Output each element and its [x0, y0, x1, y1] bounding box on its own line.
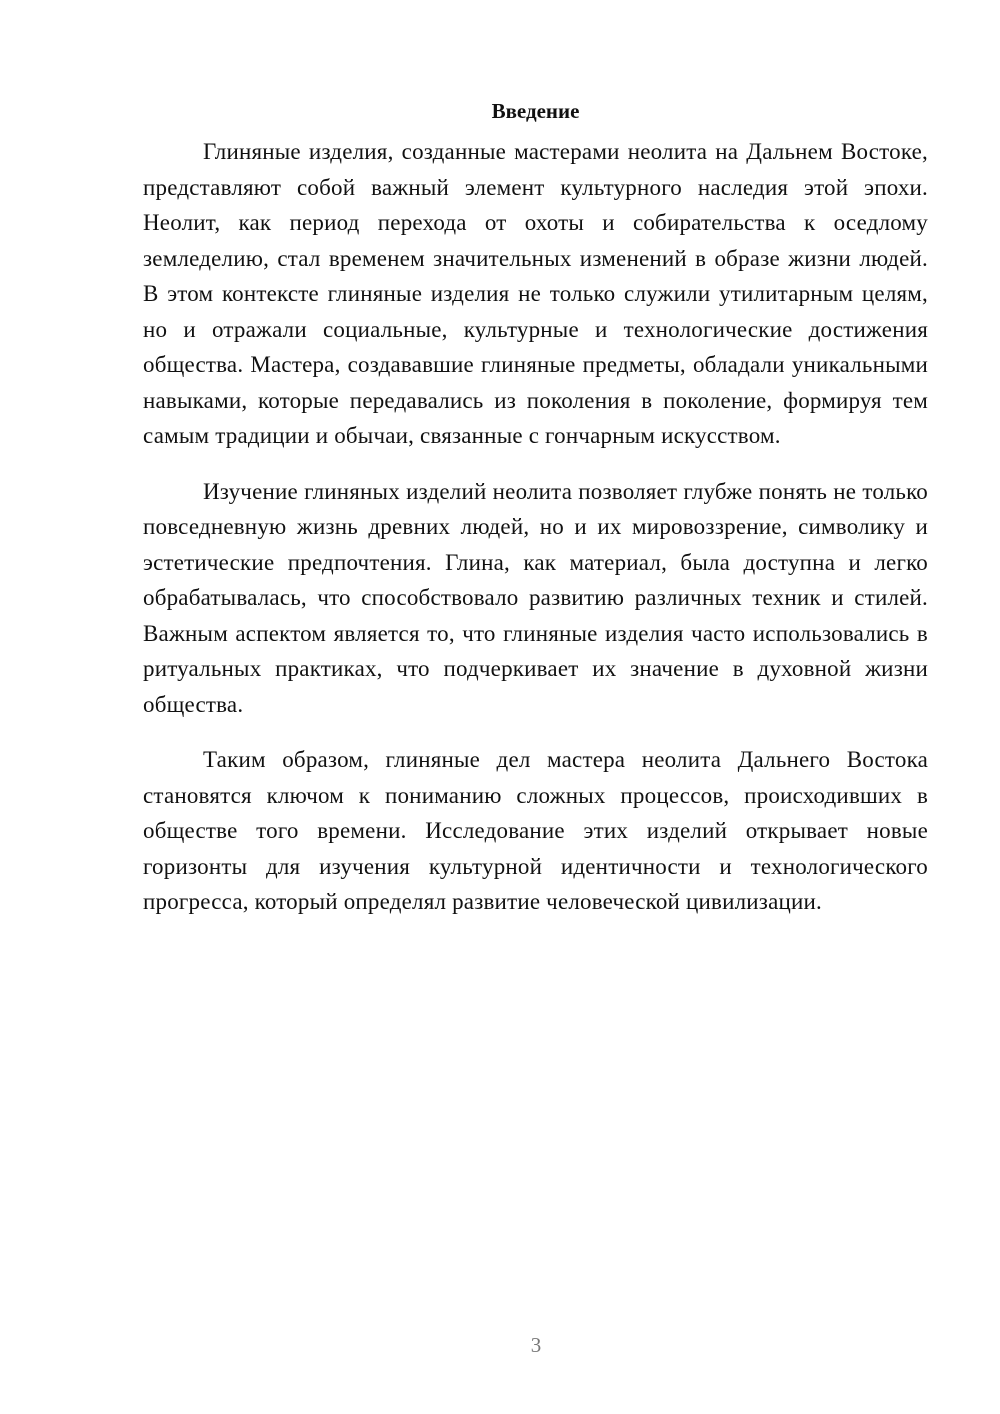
paragraph-1: Глиняные изделия, созданные мастерами неолита на Дальнем Востоке, представляют собой важный элемент культурного наследия этой эпохи. Неолит, как период перехода от охоты и собирательства к оседлому земледелию, стал временем значительных изменений в образе жизни людей. В этом контексте глиняные изделия не только служили утилитарным целям, но и отражали социальные, культурные и технологические достижения общества. Мастера, создававшие глиняные предметы, обладали уникальными навыками, которые передавались из поколения в поколение, формируя тем самым традиции и обычаи, связанные с гончарным искусством.	[143, 139, 928, 448]
paragraph-2: Изучение глиняных изделий неолита позволяет глубже понять не только повседневную жизнь древних людей, но и их мировоззрение, символику и эстетические предпочтения. Глина, как материал, была доступна и легко обрабатывалась, что способствовало развитию различных техник и стилей. Важным аспектом является то, что глиняные изделия часто использовались в ритуальных практиках, что подчеркивает их значение в духовной жизни общества.	[143, 478, 928, 717]
page-number: 3	[530, 1333, 542, 1357]
paragraph-3: Таким образом, глиняные дел мастера неолита Дальнего Востока становятся ключом к пониманию сложных процессов, происходивших в обществе того времени. Исследование этих изделий открывает новые горизонты для изучения культурной идентичности и технологического прогресса, который определял развитие человеческой цивилизации.	[143, 747, 928, 914]
section-title: Введение	[491, 99, 580, 123]
page-content	[143, 96, 928, 940]
